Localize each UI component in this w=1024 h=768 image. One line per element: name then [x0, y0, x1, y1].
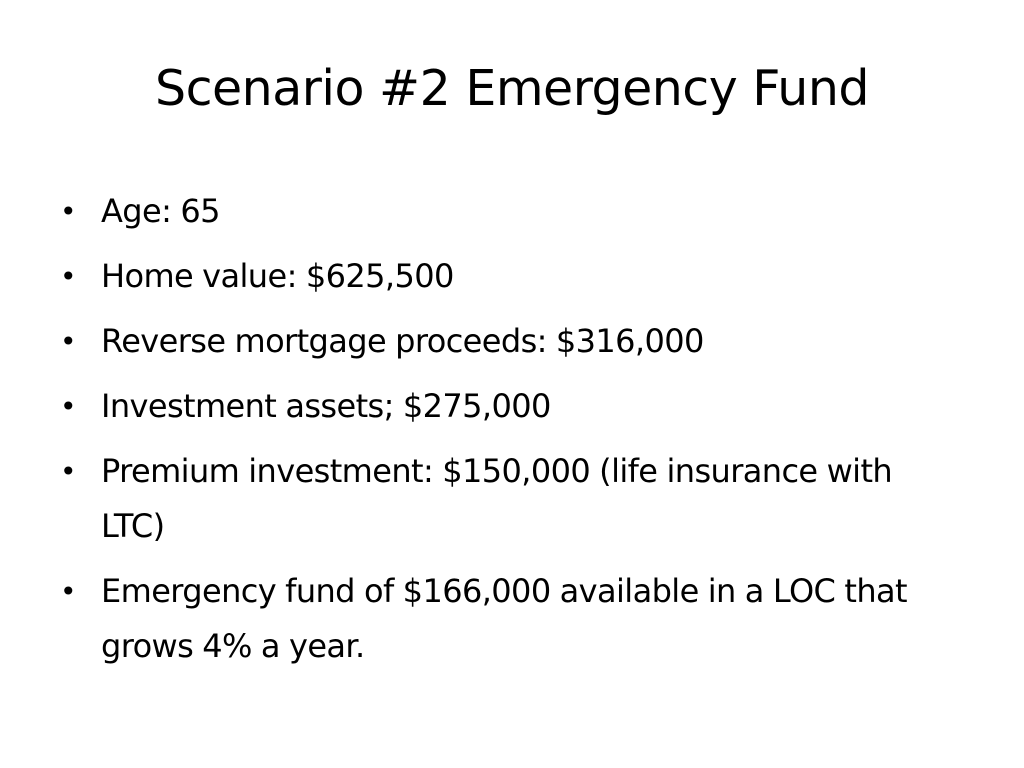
bullet-home-value — [60, 249, 980, 304]
bullet-text: Home value: $625,500 — [101, 257, 454, 295]
bullet-icon: • — [60, 455, 76, 488]
bullet-text: Age: 65 — [101, 192, 220, 230]
bullet-icon: • — [60, 325, 76, 358]
bullet-text: Premium investment: $150,000 (life insurance with LTC) — [101, 452, 893, 545]
bullet-icon: • — [60, 195, 76, 228]
bullet-emergency-fund — [60, 564, 980, 674]
bullet-list — [60, 184, 980, 684]
bullet-icon: • — [60, 260, 76, 293]
bullet-investment-assets — [60, 379, 980, 434]
bullet-text: Emergency fund of $166,000 available in a LOC that grows 4% a year. — [101, 572, 907, 665]
bullet-icon: • — [60, 390, 76, 423]
bullet-age — [60, 184, 980, 239]
bullet-text: Investment assets; $275,000 — [101, 387, 551, 425]
bullet-text: Reverse mortgage proceeds: $316,000 — [101, 322, 704, 360]
bullet-reverse-mortgage — [60, 314, 980, 369]
bullet-icon: • — [60, 575, 76, 608]
bullet-premium-investment — [60, 444, 980, 554]
slide-title: Scenario #2 Emergency Fund — [154, 60, 870, 117]
